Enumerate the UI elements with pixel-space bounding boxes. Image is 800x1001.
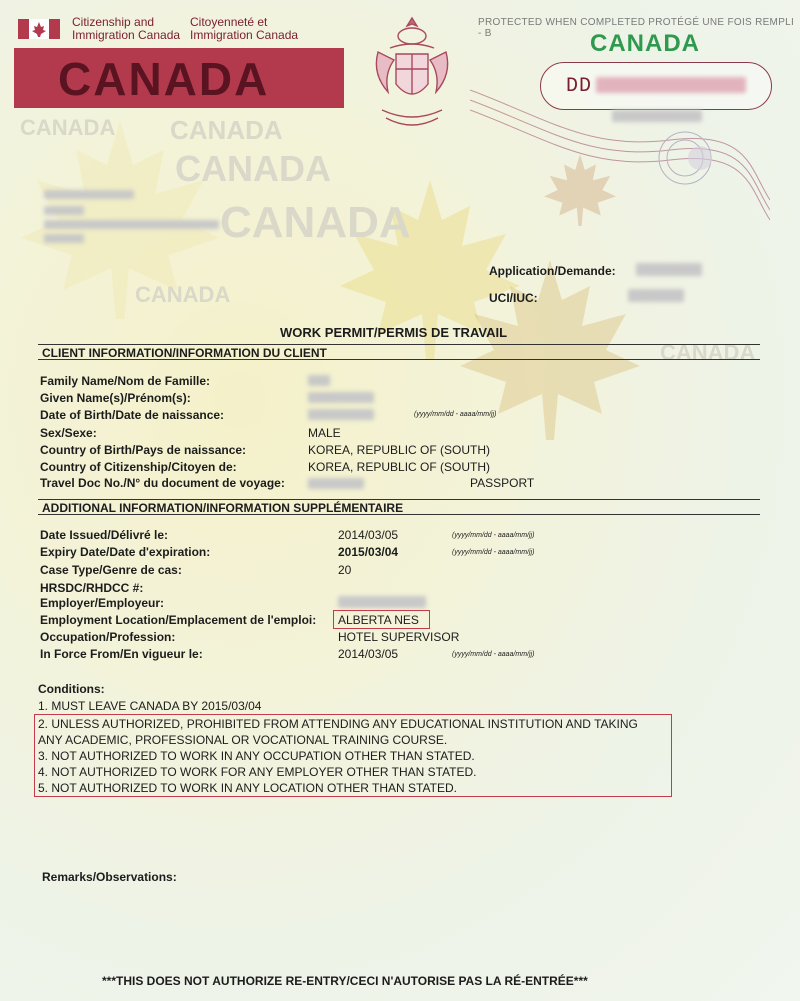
department-name-en: Citizenship and Immigration Canada [72, 15, 181, 42]
date-format-hint: (yyyy/mm/dd - aaaa/mm/jj) [452, 651, 535, 658]
canada-watermark-text: CANADA [20, 115, 116, 140]
department-name-fr: Citoyenneté et Immigration Canada [190, 15, 299, 42]
citizenship-label: Country of Citizenship/Citoyen de: [40, 460, 237, 474]
canada-title-green: CANADA [590, 30, 700, 57]
travel-doc-label: Travel Doc No./N° du document de voyage: [40, 476, 285, 490]
date-issued-label: Date Issued/Délivré le: [40, 528, 169, 542]
canada-flag-icon [18, 19, 60, 39]
canada-watermark-text: CANADA [660, 340, 756, 365]
document-number-box [540, 62, 772, 110]
redacted-dob [308, 409, 374, 420]
employment-location-value: ALBERTA NES [338, 613, 419, 627]
occupation-value: HOTEL SUPERVISOR [338, 630, 460, 644]
citizenship-value: KOREA, REPUBLIC OF (SOUTH) [308, 460, 491, 474]
remarks-label: Remarks/Observations: [42, 870, 177, 884]
travel-doc-type: PASSPORT [470, 476, 535, 490]
occupation-label: Occupation/Profession: [40, 630, 176, 644]
application-label: Application/Demande: [489, 264, 616, 278]
condition-item: ANY ACADEMIC, PROFESSIONAL OR VOCATIONAL TRAINING COURSE. [38, 733, 448, 747]
given-names-label: Given Name(s)/Prénom(s): [40, 391, 191, 405]
protected-notice: PROTECTED WHEN COMPLETED PROTÉGÉ UNE FOIS REMPLI - B [478, 17, 795, 39]
redacted-document-number [596, 77, 746, 93]
condition-item: 2. UNLESS AUTHORIZED, PROHIBITED FROM ATTENDING ANY EDUCATIONAL INSTITUTION AND TAKING [38, 717, 638, 731]
redacted-address-line [44, 190, 134, 199]
additional-info-heading: ADDITIONAL INFORMATION/INFORMATION SUPPLÉMENTAIRE [38, 499, 760, 515]
canada-watermark-text: CANADA [135, 282, 231, 307]
document-number-prefix: DD [566, 75, 593, 98]
condition-item: 3. NOT AUTHORIZED TO WORK IN ANY OCCUPATION OTHER THAN STATED. [38, 749, 475, 763]
redacted-family-name [308, 375, 330, 386]
condition-item: 1. MUST LEAVE CANADA BY 2015/03/04 [38, 699, 262, 713]
redacted-address-line [44, 206, 84, 215]
dob-format-hint: (yyyy/mm/dd - aaaa/mm/jj) [414, 411, 497, 418]
sex-label: Sex/Sexe: [40, 426, 97, 440]
redacted-address-line [44, 234, 84, 243]
canada-banner [14, 48, 344, 108]
hrsdc-label: HRSDC/RHDCC #: [40, 581, 144, 595]
redacted-address-line [44, 220, 219, 229]
redacted-serial [612, 110, 702, 122]
redacted-given-names [308, 392, 374, 403]
canada-watermark-text: CANADA [175, 148, 331, 189]
in-force-value: 2014/03/05 [338, 647, 399, 661]
document-title: WORK PERMIT/PERMIS DE TRAVAIL [280, 325, 508, 340]
case-type-label: Case Type/Genre de cas: [40, 563, 182, 577]
dob-label: Date of Birth/Date de naissance: [40, 408, 225, 422]
conditions-heading: Conditions: [38, 682, 105, 696]
date-issued-value: 2014/03/05 [338, 528, 399, 542]
uci-label: UCI/IUC: [489, 291, 538, 305]
canada-watermark-text: CANADA [170, 115, 283, 145]
condition-item: 4. NOT AUTHORIZED TO WORK FOR ANY EMPLOYER OTHER THAN STATED. [38, 765, 477, 779]
condition-item: 5. NOT AUTHORIZED TO WORK IN ANY LOCATION OTHER THAN STATED. [38, 781, 457, 795]
birth-country-value: KOREA, REPUBLIC OF (SOUTH) [308, 443, 491, 457]
redacted-travel-doc-number [308, 478, 364, 489]
re-entry-notice: ***THIS DOES NOT AUTHORIZE RE-ENTRY/CECI N'AUTORISE PAS LA RÉ-ENTRÉE*** [102, 974, 588, 988]
expiry-value: 2015/03/04 [338, 545, 399, 559]
employment-location-label: Employment Location/Emplacement de l'emploi: [40, 613, 317, 627]
redacted-employer [338, 596, 426, 608]
date-format-hint: (yyyy/mm/dd - aaaa/mm/jj) [452, 549, 535, 556]
birth-country-label: Country of Birth/Pays de naissance: [40, 443, 247, 457]
redacted-application-number [636, 263, 702, 276]
redacted-uci-number [628, 289, 684, 302]
date-format-hint: (yyyy/mm/dd - aaaa/mm/jj) [452, 532, 535, 539]
expiry-label: Expiry Date/Date d'expiration: [40, 545, 211, 559]
coat-of-arms-icon [368, 14, 456, 134]
sex-value: MALE [308, 426, 341, 440]
in-force-label: In Force From/En vigueur le: [40, 647, 203, 661]
client-info-heading: CLIENT INFORMATION/INFORMATION DU CLIENT [38, 344, 760, 360]
family-name-label: Family Name/Nom de Famille: [40, 374, 211, 388]
canada-banner-text: CANADA [58, 53, 270, 105]
case-type-value: 20 [338, 563, 352, 577]
employer-label: Employer/Employeur: [40, 596, 165, 610]
canada-watermark-text: CANADA [220, 198, 411, 247]
